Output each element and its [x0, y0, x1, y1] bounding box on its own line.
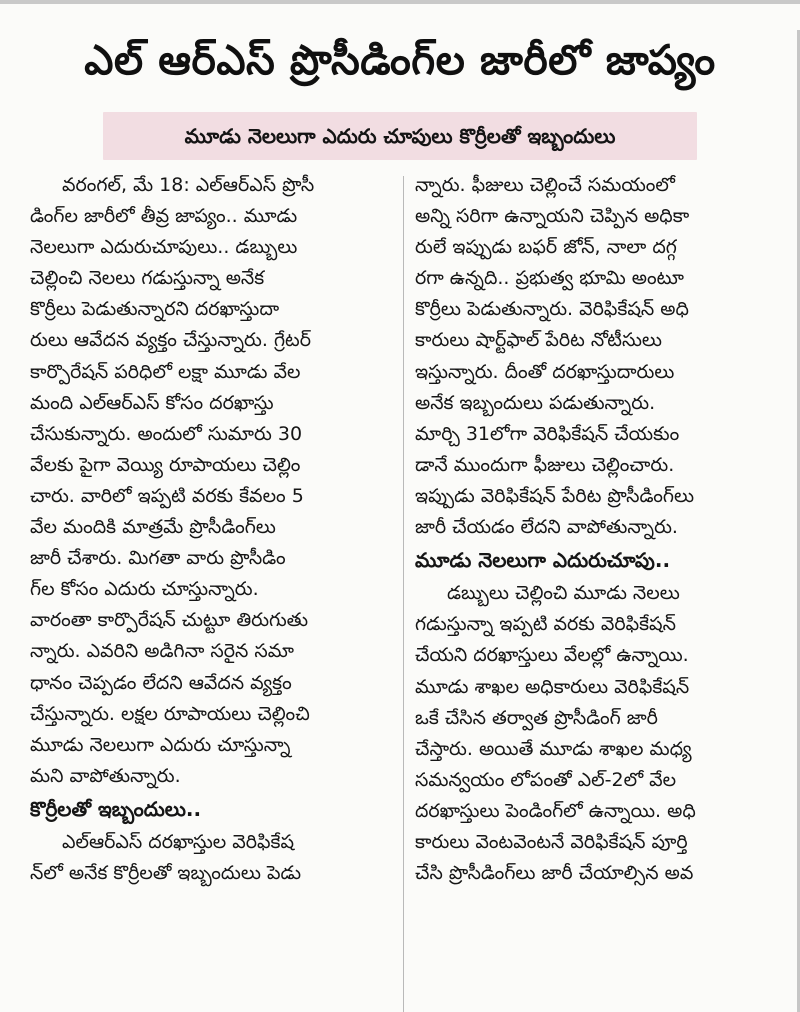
left-column	[30, 170, 400, 889]
article-text-line: కారులు వెంటవెంటనే వెరిఫికేషన్ పూర్తి	[415, 830, 688, 853]
article-text-line: వేల మందికి మాత్రమే ప్రొసీడింగ్‌లు	[30, 516, 276, 539]
article-text-line: న్‌లో అనేక కొర్రీలతో ఇబ్బందులు పెడు	[30, 862, 302, 885]
article-text-line: కొర్రీలు పెడుతున్నారని దరఖాస్తుదా	[30, 298, 280, 321]
article-text-line: న్నారు. ఎవరిని అడిగినా సరైన సమా	[30, 640, 294, 663]
article-subheadline: మూడు నెలలుగా ఎదురు చూపులు కొర్రీలతో ఇబ్బందులు	[103, 112, 697, 160]
article-text-line: దరఖాస్తులు పెండింగ్‌లో ఉన్నాయి. అధి	[415, 799, 696, 822]
article-text-line: ఒకే చేసిన తర్వాత ప్రొసీడింగ్ జారీ	[415, 706, 658, 729]
article-text-line: చేసి ప్రొసీడింగ్‌లు జారీ చేయాల్సిన అవ	[415, 862, 694, 885]
article-text-line: కార్పొరేషన్ పరిధిలో లక్షా మూడు వేల	[30, 360, 301, 383]
article-text-line: వరంగల్, మే 18: ఎల్ఆర్ఎస్ ప్రొసీ	[62, 174, 315, 196]
article-text-line: డింగ్‌ల జారీలో తీవ్ర జాప్యం.. మూడు	[30, 205, 298, 228]
article-text-line: చారు. వారిలో ఇప్పటి వరకు కేవలం 5	[30, 484, 304, 507]
article-headline: ఎల్ ఆర్ఎస్ ప్రొసీడింగ్‌ల జారీలో జాప్యం	[84, 36, 716, 84]
article-text-line: డబ్బులు చెల్లించి మూడు నెలలు	[447, 582, 680, 605]
article-text-line: న్నారు. ఫీజులు చెల్లించే సమయంలో	[415, 174, 675, 196]
article-text-line: చేసుకున్నారు. అందులో సుమారు 30	[30, 422, 303, 445]
article-text-line: రులే ఇప్పుడు బఫర్ జోన్, నాలా దగ్గ	[415, 236, 677, 259]
article-text-line: ఎల్ఆర్ఎస్ దరఖాస్తుల వెరిఫికేష	[62, 830, 295, 853]
article-text-line: చేస్తున్నారు. లక్షల రూపాయలు చెల్లించి	[30, 702, 310, 725]
article-text-line: చెల్లించి నెలలు గడుస్తున్నా అనేక	[30, 267, 265, 290]
right-column	[415, 170, 785, 889]
article-text-line: ధానం చెప్పడం లేదని ఆవేదన వ్యక్తం	[30, 671, 292, 694]
article-text-line: వారంతా కార్పొరేషన్ చుట్టూ తిరుగుతు	[30, 609, 309, 632]
article-text-line: గ్‌ల కోసం ఎదురు చూస్తున్నారు.	[30, 578, 259, 601]
article-text-line: ఇస్తున్నారు. దీంతో దరఖాస్తుదారులు	[415, 360, 675, 383]
article-text-line: సమన్వయం లోపంతో ఎల్-2లో వేల	[415, 768, 677, 791]
article-text-line: రగా ఉన్నది.. ప్రభుత్వ భూమి అంటూ	[415, 267, 684, 290]
article-text-line: చేయని దరఖాస్తులు వేలల్లో ఉన్నాయి.	[415, 644, 689, 667]
article-text-line: వేలకు పైగా వెయ్యి రూపాయలు చెల్లిం	[30, 453, 301, 476]
section-heading-korrilu: కొర్రీలతో ఇబ్బందులు..	[30, 796, 202, 821]
article-text-line: నెలలుగా ఎదురుచూపులు.. డబ్బులు	[30, 236, 298, 259]
article-text-line: చేస్తారు. అయితే మూడు శాఖల మధ్య	[415, 737, 692, 760]
article-text-line: అనేక ఇబ్బందులు పడుతున్నారు.	[415, 391, 656, 414]
article-text-line: జారీ చేశారు. మిగతా వారు ప్రొసీడిం	[30, 547, 286, 570]
article-text-line: గడుస్తున్నా ఇప్పటి వరకు వెరిఫికేషన్	[415, 613, 676, 636]
article-text-line: మార్చి 31లోగా వెరిఫికేషన్ చేయకుం	[415, 422, 680, 445]
section-heading-eduruchupu: మూడు నెలలుగా ఎదురుచూపు..	[415, 548, 671, 573]
article-text-line: మూడు నెలలుగా ఎదురు చూస్తున్నా	[30, 733, 291, 756]
article-text-line: మూడు శాఖల అధికారులు వెరిఫికేషన్	[415, 675, 690, 698]
article-text-line: మని వాపోతున్నారు.	[30, 764, 181, 787]
article-text-line: మంది ఎల్ఆర్ఎస్ కోసం దరఖాస్తు	[30, 391, 274, 414]
article-text-line: కారులు షార్ట్‌ఫాల్ పేరిట నోటీసులు	[415, 329, 662, 352]
column-divider	[403, 176, 404, 1012]
article-text-line: జారీ చేయడం లేదని వాపోతున్నారు.	[415, 516, 678, 539]
article-text-line: రులు ఆవేదన వ్యక్తం చేస్తున్నారు. గ్రేటర్	[30, 329, 311, 352]
article-text-line: ఇప్పుడు వెరిఫికేషన్ పేరిట ప్రొసీడింగ్‌లు	[415, 484, 695, 507]
top-border-rule	[0, 0, 800, 4]
article-text-line: కొర్రీలు పెడుతున్నారు. వెరిఫికేషన్ అధి	[415, 298, 689, 321]
article-text-line: అన్ని సరిగా ఉన్నాయని చెప్పిన అధికా	[415, 205, 690, 228]
article-text-line: డానే ముందుగా ఫీజులు చెల్లించారు.	[415, 453, 675, 476]
